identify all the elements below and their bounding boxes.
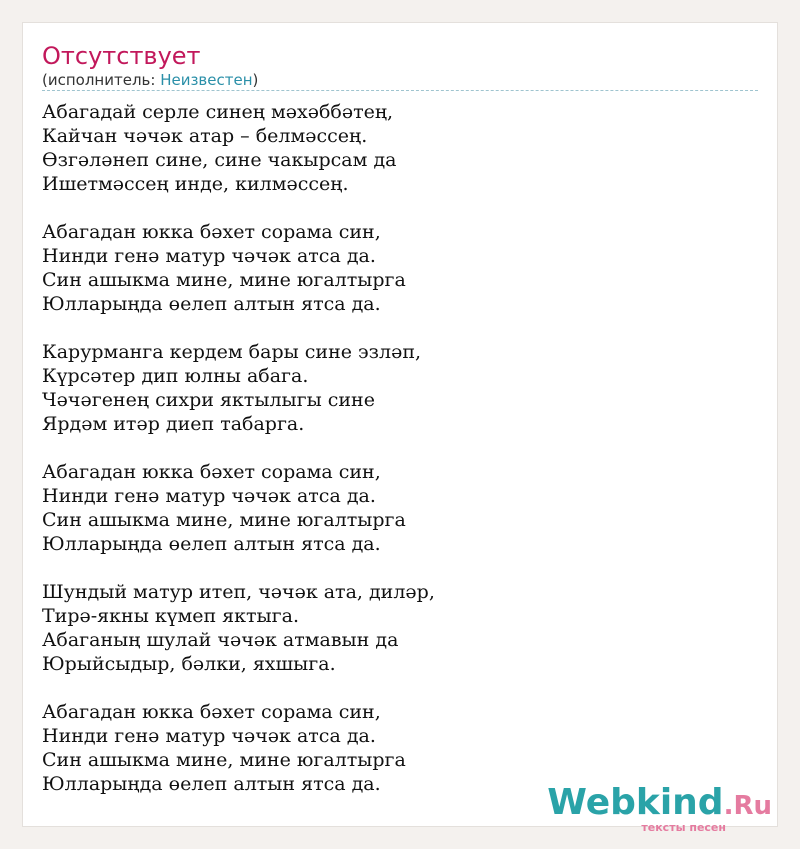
lyric-line: Ишетмәссең инде, килмәссең. (42, 173, 349, 195)
lyric-line: Юрыйсыдыр, бәлки, яхшыга. (42, 653, 336, 675)
webkind-logo[interactable] (547, 783, 772, 834)
lyric-line: Нинди генә матур чәчәк атса да. (42, 485, 376, 507)
artist-line (42, 70, 258, 90)
lyric-line: Кайчан чәчәк атар – белмәссең. (42, 125, 368, 147)
lyric-line: Карурманга кердем бары сине эзләп, (42, 341, 422, 363)
stanza (42, 460, 435, 556)
lyric-line: Нинди генә матур чәчәк атса да. (42, 245, 376, 267)
stanza (42, 700, 435, 796)
lyric-line: Күрсәтер дип юлны абага. (42, 365, 309, 387)
lyric-line: Син ашыкма мине, мине югалтырга (42, 749, 406, 771)
lyric-line: Шундый матур итеп, чәчәк ата, диләр, (42, 581, 435, 603)
lyric-line: Тирә-якны күмеп яктыга. (42, 605, 300, 627)
stanza (42, 340, 435, 436)
lyric-line: Абагадан юкка бәхет сорама син, (42, 701, 381, 723)
lyric-line: Син ашыкма мине, мине югалтырга (42, 509, 406, 531)
lyric-line: Абагадай серле синең мәхәббәтең, (42, 101, 394, 123)
stanza (42, 220, 435, 316)
song-title: Отсутствует (42, 42, 201, 70)
artist-suffix: ) (252, 71, 259, 89)
artist-link[interactable]: Неизвестен (160, 71, 253, 89)
logo-tagline: тексты песен (641, 821, 726, 834)
stanza (42, 100, 435, 196)
lyric-line: Ярдәм итәр диеп табарга. (42, 413, 305, 435)
lyric-line: Син ашыкма мине, мине югалтырга (42, 269, 406, 291)
artist-prefix: (исполнитель: (42, 71, 161, 89)
dashed-divider (42, 90, 758, 91)
stanza (42, 580, 435, 676)
lyric-line: Юлларыңда өелеп алтын ятса да. (42, 773, 381, 795)
lyric-line: Чәчәгенең сихри яктылыгы сине (42, 389, 375, 411)
lyric-line: Абагадан юкка бәхет сорама син, (42, 221, 381, 243)
lyric-line: Абаганың шулай чәчәк атмавын да (42, 629, 399, 651)
lyric-line: Юлларыңда өелеп алтын ятса да. (42, 533, 381, 555)
logo-domain: .Ru (723, 791, 772, 821)
logo-wordmark: Webkind (547, 782, 724, 823)
lyrics-body (42, 100, 435, 820)
lyric-line: Өзгәләнеп сине, сине чакырсам да (42, 149, 397, 171)
lyric-line: Абагадан юкка бәхет сорама син, (42, 461, 381, 483)
lyric-line: Юлларыңда өелеп алтын ятса да. (42, 293, 381, 315)
lyric-line: Нинди генә матур чәчәк атса да. (42, 725, 376, 747)
